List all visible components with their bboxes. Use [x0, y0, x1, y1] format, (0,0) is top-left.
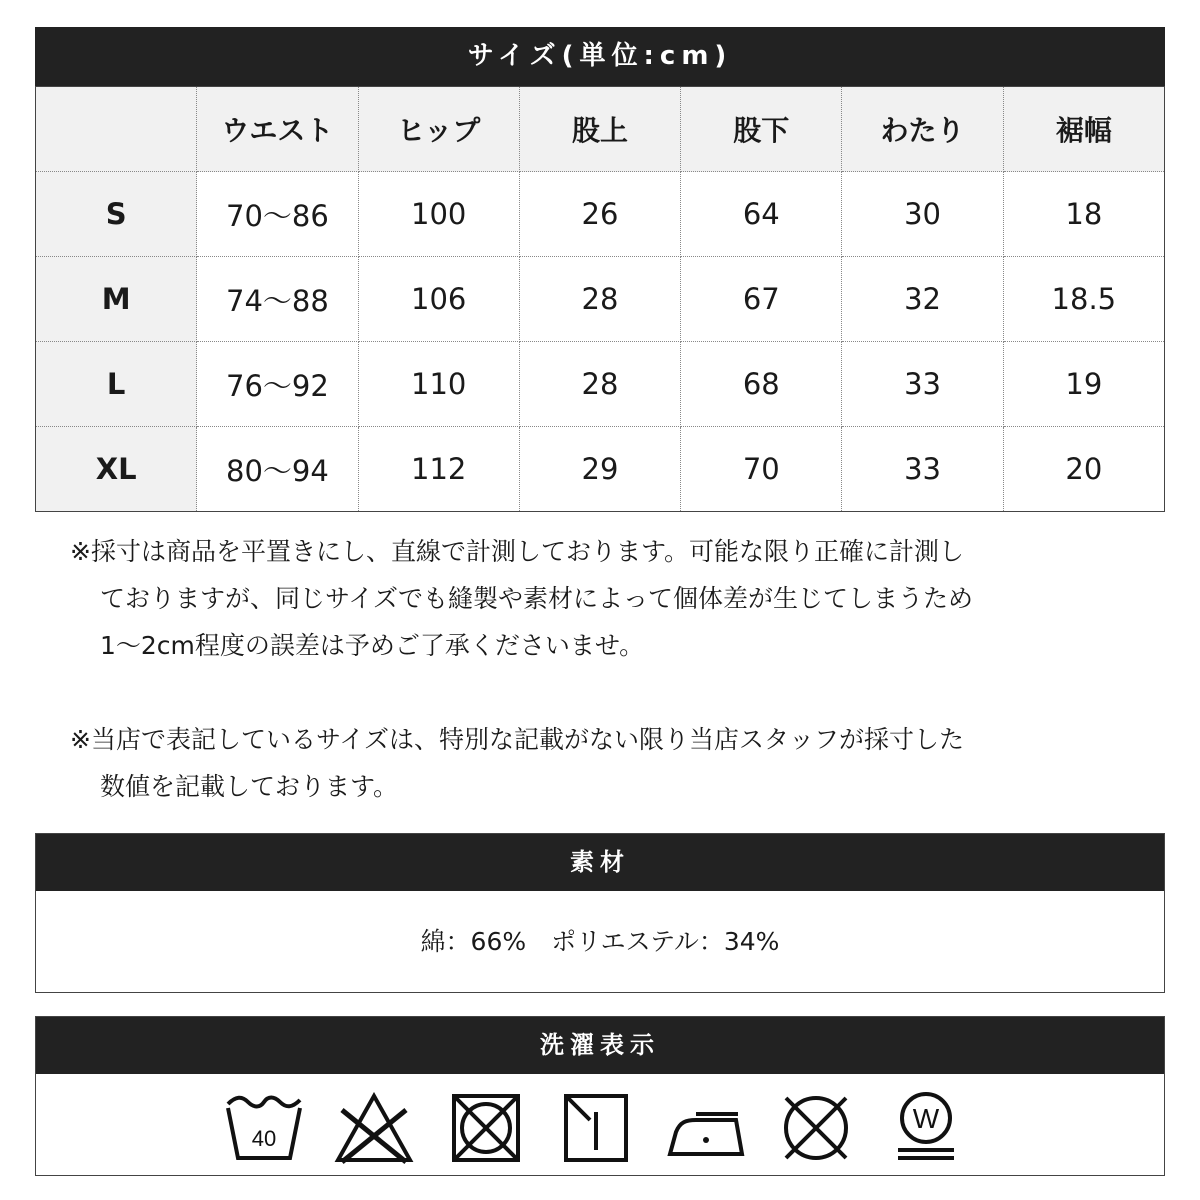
- size-label: XL: [36, 427, 197, 512]
- table-cell: 110: [358, 342, 519, 427]
- size-table-section: [35, 27, 1165, 512]
- table-cell: 32: [842, 257, 1003, 342]
- table-cell: 76～92: [197, 342, 358, 427]
- table-cell: 64: [681, 172, 842, 257]
- table-cell: 74～88: [197, 257, 358, 342]
- table-cell: 70～86: [197, 172, 358, 257]
- header-hip: ヒップ: [358, 87, 519, 172]
- table-row: [36, 342, 1165, 427]
- laundry-title: 洗濯表示: [36, 1017, 1164, 1074]
- table-cell: 30: [842, 172, 1003, 257]
- table-row: [36, 172, 1165, 257]
- size-table-header-row: [36, 87, 1165, 172]
- table-cell: 20: [1065, 452, 1103, 486]
- table-cell: 70: [681, 427, 842, 512]
- measurement-note-text: ※採寸は商品を平置きにし、直線で計測しております。可能な限り正確に計測し ておりますが、同じサイズでも縫製や素材によって個体差が生じてしまうため 1～2cm程度の誤差は予めご了承くださいませ。: [70, 537, 974, 660]
- table-row: [36, 257, 1165, 342]
- header-rise: 股上: [519, 87, 680, 172]
- table-cell: 18.5: [1003, 257, 1164, 342]
- measurement-note: [70, 528, 1150, 669]
- material-section: [35, 833, 1165, 993]
- table-cell: 19: [1003, 342, 1164, 427]
- table-cell: 106: [358, 257, 519, 342]
- table-cell: 100: [358, 172, 519, 257]
- table-cell: 33: [842, 427, 1003, 512]
- no-bleach-icon: [334, 1092, 414, 1164]
- line-dry-shade-icon: [556, 1092, 636, 1164]
- table-cell: 112: [358, 427, 519, 512]
- header-thigh: わたり: [842, 87, 1003, 172]
- corner-cell: [36, 87, 197, 172]
- material-text: 綿：66% ポリエステル：34%: [420, 927, 780, 956]
- size-table: [35, 86, 1165, 512]
- table-row: [36, 427, 1165, 512]
- table-cell: 26: [519, 172, 680, 257]
- no-dry-clean-icon: [776, 1092, 856, 1164]
- laundry-icons: [36, 1074, 1164, 1175]
- no-tumble-dry-icon: [446, 1092, 526, 1164]
- table-cell: 33: [842, 342, 1003, 427]
- laundry-section: [35, 1016, 1165, 1176]
- iron-low-icon: [666, 1092, 746, 1164]
- size-table-title: サイズ(単位:cm): [35, 27, 1165, 86]
- table-cell: 28: [519, 342, 680, 427]
- size-notation-note-text: ※当店で表記しているサイズは、特別な記載がない限り当店スタッフが採寸した 数値を記載しております。: [70, 725, 964, 801]
- size-label: M: [36, 257, 197, 342]
- header-hem-width: 裾幅: [1003, 87, 1164, 172]
- size-notation-note: [70, 716, 1150, 810]
- table-cell: 80～94: [197, 427, 358, 512]
- wet-clean-letter: W: [912, 1103, 940, 1134]
- material-title: 素材: [36, 834, 1164, 891]
- size-label: L: [36, 342, 197, 427]
- table-cell: 28: [519, 257, 680, 342]
- wet-clean-icon: [886, 1092, 966, 1164]
- size-label: S: [36, 172, 197, 257]
- table-cell: 18: [1003, 172, 1164, 257]
- table-cell: 67: [681, 257, 842, 342]
- table-cell: 29: [519, 427, 680, 512]
- wash-temp-label: 40: [251, 1126, 277, 1151]
- header-inseam: 股下: [681, 87, 842, 172]
- table-cell: 68: [681, 342, 842, 427]
- header-waist: ウエスト: [197, 87, 358, 172]
- wash-tub-40-icon: [224, 1092, 304, 1164]
